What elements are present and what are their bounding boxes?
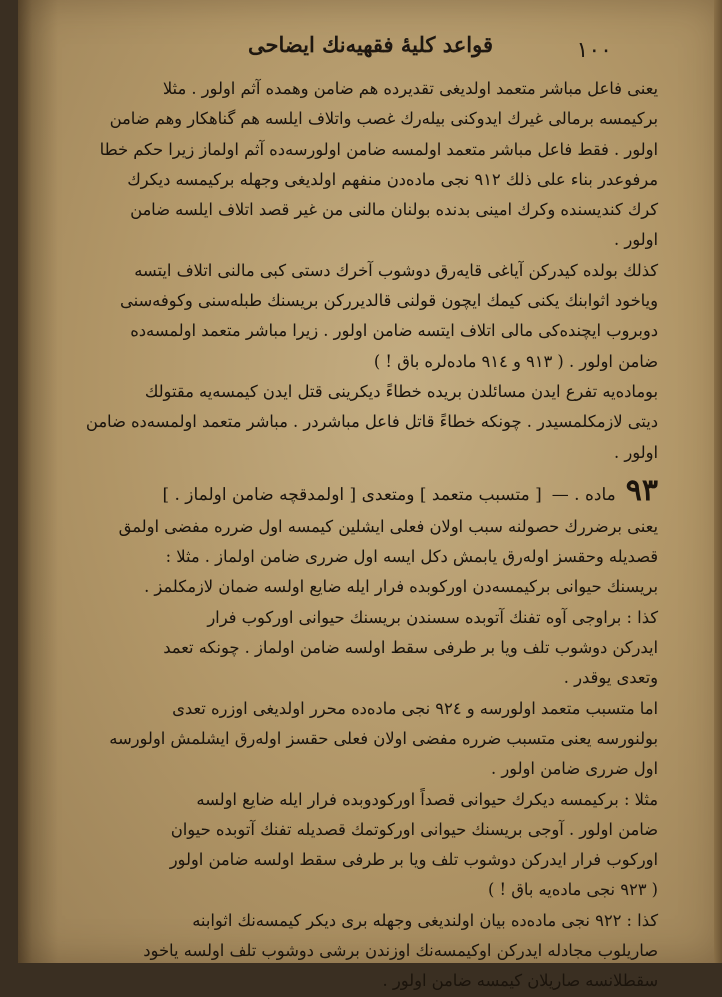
text-line: مرفوعدر بناء على ذلك ٩١٢ نجى ماده‌دن منفهم اولديغى وجهله بركيمسه ديكرك <box>127 169 658 189</box>
paragraph-2 <box>78 256 658 377</box>
text-line: كذا : براوجى آوه تفنك آتوبده سسندن بريسنك حيوانى اوركوب فرار <box>207 607 658 627</box>
text-line: مثلا : بركيمسه ديكرك حيوانى قصداً اوركودوبده فرار ايله ضايع اولسه <box>196 789 658 809</box>
text-line: وياخود اثوابنك يكنى كيمك ايچون قولنى قالديرركن بريسنك طبله‌سنى وكوفه‌سنى <box>120 291 658 311</box>
paragraph-5 <box>78 694 658 785</box>
text-line: اولور . <box>614 442 658 462</box>
text-line: بوماده‌يه تفرع ايدن مسائلدن بريده خطاءً ديكرينى قتل ايدن كيمسه‌يه مقتولك <box>144 381 658 401</box>
text-line: سقطلانسه صاريلان كيمسه ضامن اولور . <box>382 971 658 991</box>
page-edge <box>714 0 722 963</box>
text-line: كرك كنديسنده وكرك امينى بدنده بولنان مالنى من غير قصد اتلاف ايلسه ضامن <box>130 200 658 220</box>
text-line: ضامن اولور . آوجى بريسنك حيوانى اوركوتمك قصديله تفنك آتوبده حيوان <box>170 819 658 839</box>
text-line: بركيمسه برمالى غيرك ايدوكنى بيله‌رك غصب واتلاف ايلسه هم گناهكار وهم ضامن <box>109 109 658 129</box>
text-line: قصديله وحقسز اوله‌رق يابمش دكل ايسه اول ضررى ضامن اولماز . مثلا : <box>165 547 658 567</box>
text-line: اما متسبب متعمد اولورسه و ٩٢٤ نجى ماده‌ده محرر اولديغى اوزره تعدى <box>172 698 658 718</box>
paragraph-1 <box>78 74 658 256</box>
text-line: كذلك بولده كيدركن آياغى قايه‌رق دوشوب آخرك دستى كبى مالنى اتلاف ايتسه <box>134 260 658 280</box>
text-line: اولور . فقط فاعل مباشر متعمد اولمسه ضامن اولورسه‌ده آثم اولماز زيرا حكم خطا <box>99 139 658 159</box>
text-line: يعنى فاعل مباشر متعمد اولديغى تقديرده هم ضامن وهمده آثم اولور . مثلا <box>162 79 658 98</box>
text-line: ديتى لازمكلمسيدر . چونكه خطاءً قاتل فاعل مباشردر . مباشر متعمد اولمسه‌ده ضامن <box>85 412 658 432</box>
text-line: اوركوب فرار ايدركن دوشوب تلف ويا بر طرفى سقط اولسه ضامن اولور <box>169 850 658 870</box>
text-line: بريسنك حيوانى بركيمسه‌دن اوركوبده فرار ايله ضايع اولسه ضمان لازمكلمز . <box>144 577 658 597</box>
paragraph-6 <box>78 785 658 906</box>
paragraph-3 <box>78 377 658 468</box>
paragraph-4 <box>78 512 658 694</box>
text-line: اول ضررى ضامن اولور . <box>490 759 658 779</box>
page-body <box>78 74 658 997</box>
article-heading <box>78 472 658 510</box>
page-number: ١٠٠ <box>576 38 612 63</box>
article-title: [ متسبب متعمد ] ومتعدى [ اولمدقچه ضامن اولماز . ] <box>162 484 542 505</box>
text-line: وتعدى يوقدر . <box>563 668 658 688</box>
text-line: دوبروب ايچنده‌كى مالى اتلاف ايتسه ضامن اولور . زيرا مباشر متعمد اولمسه‌ده <box>130 321 658 341</box>
text-line: كذا : ٩٢٢ نجى ماده‌ده بيان اولنديغى وجهله برى ديكر كيمسه‌نك اثوابنه <box>192 910 658 930</box>
text-line: بولنورسه يعنى متسبب ضرره مفضى اولان فعلى حقسز اوله‌رق ايشلمش اولورسه <box>109 728 658 748</box>
paragraph-7 <box>78 906 658 997</box>
text-line: ( ٩٢٣ نجى ماده‌يه باق ! ) <box>487 880 658 900</box>
text-line: ايدركن دوشوب تلف ويا بر طرفى سقط اولسه ضامن اولماز . چونكه تعمد <box>163 638 658 658</box>
text-line: اولور . <box>614 230 658 250</box>
book-page <box>18 0 722 991</box>
page-header <box>58 28 692 68</box>
article-label: ماده . — <box>551 484 616 505</box>
text-line: صاريلوب مجادله ايدركن اوكيمسه‌نك اوزندن برشى دوشوب تلف اولسه ياخود <box>143 941 658 961</box>
text-line: ضامن اولور . ( ٩١٣ و ٩١٤ ماده‌لره باق ! ) <box>373 351 658 371</box>
text-line: يعنى برضررك حصولنه سبب اولان فعلى ايشلين كيمسه اول ضرره مفضى اولمق <box>118 516 658 536</box>
article-number: ٩٣ <box>625 472 658 508</box>
running-title: قواعد كليهٔ فقهيه‌نك ايضاحى <box>248 32 494 57</box>
